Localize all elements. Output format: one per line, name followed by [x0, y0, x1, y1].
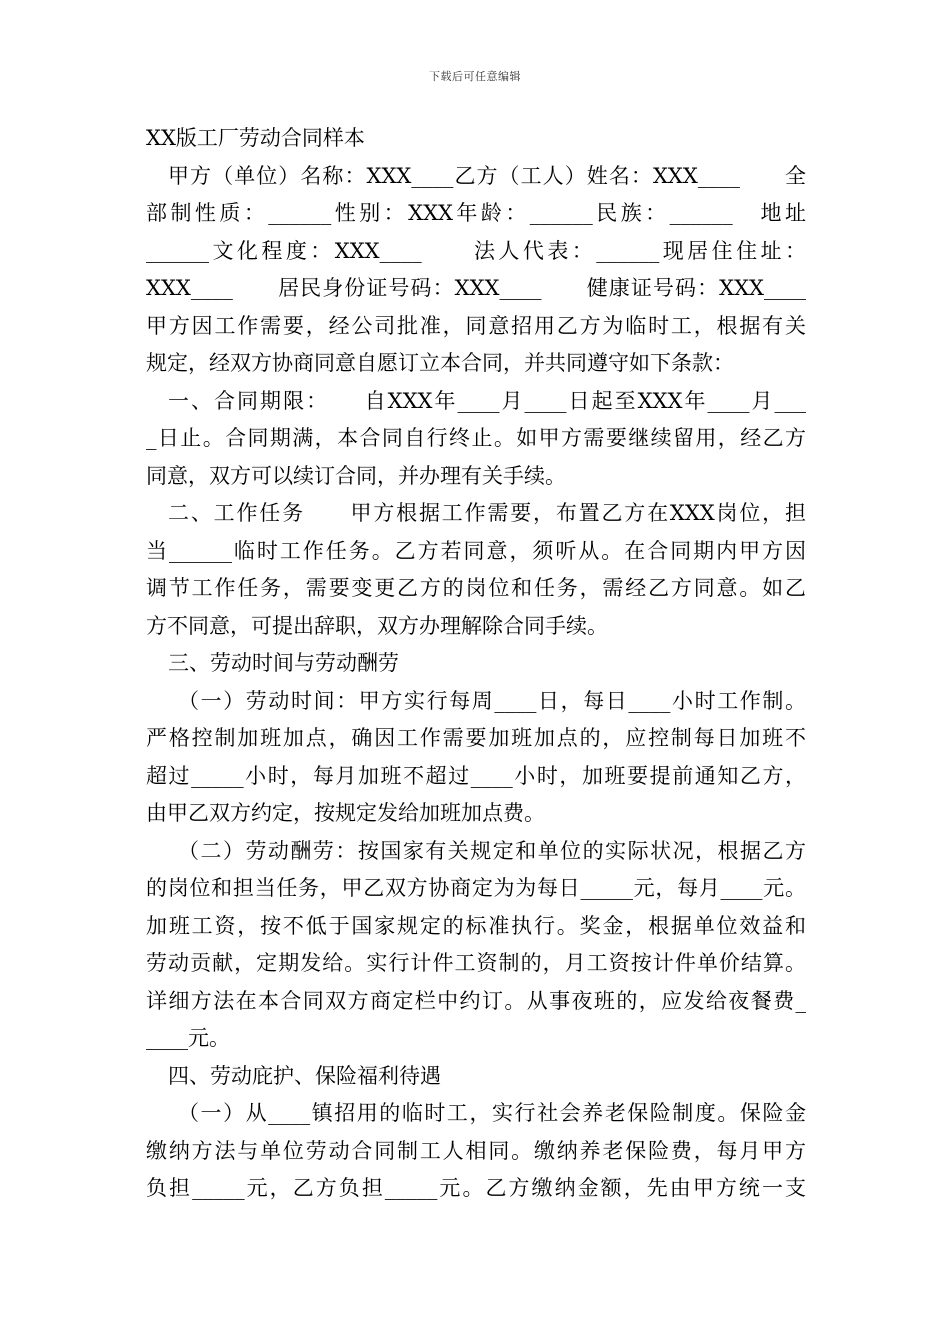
- paragraph-line: 加班工资，按不低于国家规定的标准执行。奖金，根据单位效益和: [146, 913, 806, 938]
- subclause-line: （一）从____镇招用的临时工，实行社会养老保险制度。保险金: [178, 1101, 806, 1125]
- party-info-line: 甲方（单位）名称：XXX____乙方（工人）姓名：XXX____ 全: [168, 163, 806, 188]
- paragraph-line: 同意，双方可以续订合同，并办理有关手续。: [146, 463, 566, 488]
- paragraph-line: 严格控制加班加点，确因工作需要加班加点的，应控制每日加班不: [146, 726, 806, 750]
- paragraph-line: 甲方因工作需要，经公司批准，同意招用乙方为临时工，根据有关: [146, 313, 806, 338]
- paragraph-line: 超过_____小时，每月加班不超过____小时，加班要提前通知乙方，: [146, 763, 806, 788]
- paragraph-line: ____元。: [146, 1026, 230, 1050]
- paragraph-line: 当______临时工作任务。乙方若同意，须听从。在合同期内甲方因: [146, 538, 806, 563]
- section-heading: 三、劳动时间与劳动酬劳: [168, 651, 399, 675]
- header-note: 下载后可任意编辑: [429, 70, 521, 83]
- clause-heading-line: 二、工作任务 甲方根据工作需要，布置乙方在XXX岗位，担: [168, 501, 806, 525]
- subclause-line: （一）劳动时间：甲方实行每周____日，每日____小时工作制。: [178, 688, 806, 713]
- clause-heading-line: 一、合同期限： 自XXX年____月____日起至XXX年____月___: [168, 388, 806, 413]
- document-title: XX版工厂劳动合同样本: [146, 126, 365, 150]
- paragraph-line: 详细方法在本合同双方商定栏中约订。从事夜班的，应发给夜餐费_: [146, 988, 806, 1013]
- paragraph-line: 调节工作任务，需要变更乙方的岗位和任务，需经乙方同意。如乙: [146, 576, 806, 600]
- paragraph-line: 规定，经双方协商同意自愿订立本合同，并共同遵守如下条款：: [146, 351, 734, 375]
- paragraph-line: _日止。合同期满，本合同自行终止。如甲方需要继续留用，经乙方: [146, 426, 806, 450]
- paragraph-line: 由甲乙双方约定，按规定发给加班加点费。: [146, 801, 545, 825]
- section-heading: 四、劳动庇护、保险福利待遇: [168, 1063, 441, 1088]
- paragraph-line: 负担_____元，乙方负担_____元。乙方缴纳金额，先由甲方统一支: [146, 1176, 806, 1200]
- document-body: [146, 120, 806, 1208]
- party-info-line: XXX____ 居民身份证号码：XXX____ 健康证号码：XXX____: [146, 276, 806, 300]
- paragraph-line: 劳动贡献，定期发给。实行计件工资制的，月工资按计件单价结算。: [146, 951, 806, 975]
- paragraph-line: 缴纳方法与单位劳动合同制工人相同。缴纳养老保险费，每月甲方: [146, 1138, 806, 1163]
- party-info-line: 部制性质：______性别：XXX年龄：______民族：______ 地址: [146, 201, 806, 225]
- subclause-line: （二）劳动酬劳：按国家有关规定和单位的实际状况，根据乙方: [178, 838, 806, 863]
- paragraph-line: 的岗位和担当任务，甲乙双方协商定为为每日_____元，每月____元。: [146, 876, 806, 900]
- party-info-line: ______文化程度：XXX____ 法人代表：______现居住住址：: [146, 238, 806, 263]
- paragraph-line: 方不同意，可提出辞职，双方办理解除合同手续。: [146, 613, 608, 638]
